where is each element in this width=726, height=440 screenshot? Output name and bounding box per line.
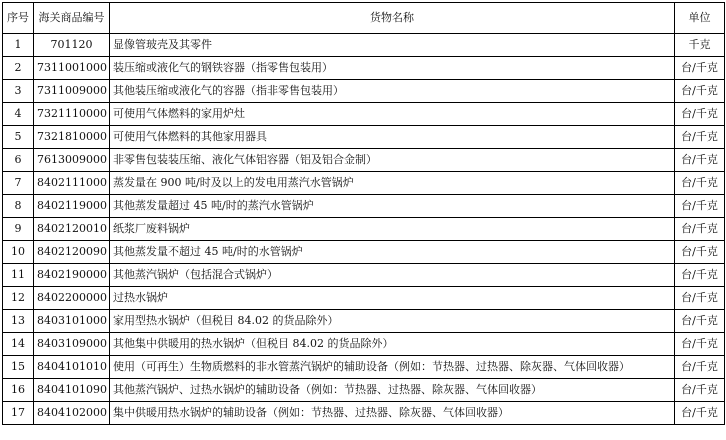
table-row — [3, 34, 725, 57]
cell-index: 5 — [3, 126, 34, 149]
table-body — [3, 34, 725, 425]
cell-index: 10 — [3, 241, 34, 264]
table-row — [3, 172, 725, 195]
cell-index: 16 — [3, 379, 34, 402]
cell-name: 可使用气体燃料的家用炉灶 — [110, 103, 675, 126]
cell-unit: 台/千克 — [675, 356, 725, 379]
cell-code: 8404101090 — [34, 379, 110, 402]
cell-unit: 台/千克 — [675, 241, 725, 264]
cell-index: 2 — [3, 57, 34, 80]
cell-code: 8404101010 — [34, 356, 110, 379]
table-row — [3, 218, 725, 241]
cell-code: 7311001000 — [34, 57, 110, 80]
table-row — [3, 356, 725, 379]
cell-index: 15 — [3, 356, 34, 379]
cell-unit: 台/千克 — [675, 149, 725, 172]
cell-unit: 台/千克 — [675, 80, 725, 103]
cell-code: 7613009000 — [34, 149, 110, 172]
cell-code: 7321810000 — [34, 126, 110, 149]
cell-code: 8404102000 — [34, 402, 110, 425]
header-code: 海关商品编号 — [34, 3, 110, 34]
cell-name: 其他装压缩或液化气的容器（指非零售包装用） — [110, 80, 675, 103]
cell-code: 8402111000 — [34, 172, 110, 195]
cell-code: 8402120010 — [34, 218, 110, 241]
cell-index: 1 — [3, 34, 34, 57]
cell-index: 4 — [3, 103, 34, 126]
cell-unit: 台/千克 — [675, 126, 725, 149]
cell-unit: 台/千克 — [675, 172, 725, 195]
table-row — [3, 310, 725, 333]
header-unit: 单位 — [675, 3, 725, 34]
cell-name: 家用型热水锅炉（但税目 84.02 的货品除外） — [110, 310, 675, 333]
table-row — [3, 80, 725, 103]
cell-index: 9 — [3, 218, 34, 241]
header-index: 序号 — [3, 3, 34, 34]
table-row — [3, 379, 725, 402]
cell-index: 17 — [3, 402, 34, 425]
cell-unit: 台/千克 — [675, 379, 725, 402]
cell-index: 14 — [3, 333, 34, 356]
goods-table-container — [2, 2, 724, 425]
cell-name: 过热水锅炉 — [110, 287, 675, 310]
cell-code: 8403109000 — [34, 333, 110, 356]
cell-name: 使用（可再生）生物质燃料的非水管蒸汽锅炉的辅助设备（例如：节热器、过热器、除灰器、气体回收器） — [110, 356, 675, 379]
cell-unit: 台/千克 — [675, 333, 725, 356]
table-row — [3, 103, 725, 126]
cell-code: 701120 — [34, 34, 110, 57]
cell-code: 8403101000 — [34, 310, 110, 333]
cell-name: 其他蒸汽锅炉、过热水锅炉的辅助设备（例如：节热器、过热器、除灰器、气体回收器） — [110, 379, 675, 402]
cell-name: 其他蒸汽锅炉（包括混合式锅炉） — [110, 264, 675, 287]
header-row — [3, 3, 725, 34]
cell-code: 7321110000 — [34, 103, 110, 126]
cell-unit: 台/千克 — [675, 195, 725, 218]
cell-unit: 台/千克 — [675, 402, 725, 425]
table-row — [3, 264, 725, 287]
cell-name: 其他集中供暖用的热水锅炉（但税目 84.02 的货品除外） — [110, 333, 675, 356]
cell-code: 8402120090 — [34, 241, 110, 264]
cell-name: 纸浆厂废料锅炉 — [110, 218, 675, 241]
table-row — [3, 241, 725, 264]
table-header — [3, 3, 725, 34]
goods-table — [2, 2, 725, 425]
cell-index: 11 — [3, 264, 34, 287]
table-row — [3, 149, 725, 172]
cell-code: 8402119000 — [34, 195, 110, 218]
cell-index: 12 — [3, 287, 34, 310]
table-row — [3, 402, 725, 425]
header-name: 货物名称 — [110, 3, 675, 34]
cell-name: 显像管玻壳及其零件 — [110, 34, 675, 57]
cell-name: 蒸发量在 900 吨/时及以上的发电用蒸汽水管锅炉 — [110, 172, 675, 195]
cell-code: 7311009000 — [34, 80, 110, 103]
table-row — [3, 57, 725, 80]
cell-index: 7 — [3, 172, 34, 195]
table-row — [3, 195, 725, 218]
cell-index: 8 — [3, 195, 34, 218]
cell-code: 8402190000 — [34, 264, 110, 287]
table-row — [3, 126, 725, 149]
cell-name: 集中供暖用热水锅炉的辅助设备（例如：节热器、过热器、除灰器、气体回收器） — [110, 402, 675, 425]
cell-unit: 千克 — [675, 34, 725, 57]
cell-name: 其他蒸发量不超过 45 吨/时的水管锅炉 — [110, 241, 675, 264]
cell-index: 3 — [3, 80, 34, 103]
cell-name: 可使用气体燃料的其他家用器具 — [110, 126, 675, 149]
cell-unit: 台/千克 — [675, 57, 725, 80]
cell-index: 13 — [3, 310, 34, 333]
cell-unit: 台/千克 — [675, 103, 725, 126]
cell-unit: 台/千克 — [675, 287, 725, 310]
cell-name: 其他蒸发量超过 45 吨/时的蒸汽水管锅炉 — [110, 195, 675, 218]
table-row — [3, 333, 725, 356]
cell-index: 6 — [3, 149, 34, 172]
cell-unit: 台/千克 — [675, 218, 725, 241]
cell-code: 8402200000 — [34, 287, 110, 310]
cell-unit: 台/千克 — [675, 264, 725, 287]
table-row — [3, 287, 725, 310]
cell-name: 非零售包装装压缩、液化气体铝容器（铝及铝合金制） — [110, 149, 675, 172]
cell-unit: 台/千克 — [675, 310, 725, 333]
cell-name: 装压缩或液化气的钢铁容器（指零售包装用） — [110, 57, 675, 80]
